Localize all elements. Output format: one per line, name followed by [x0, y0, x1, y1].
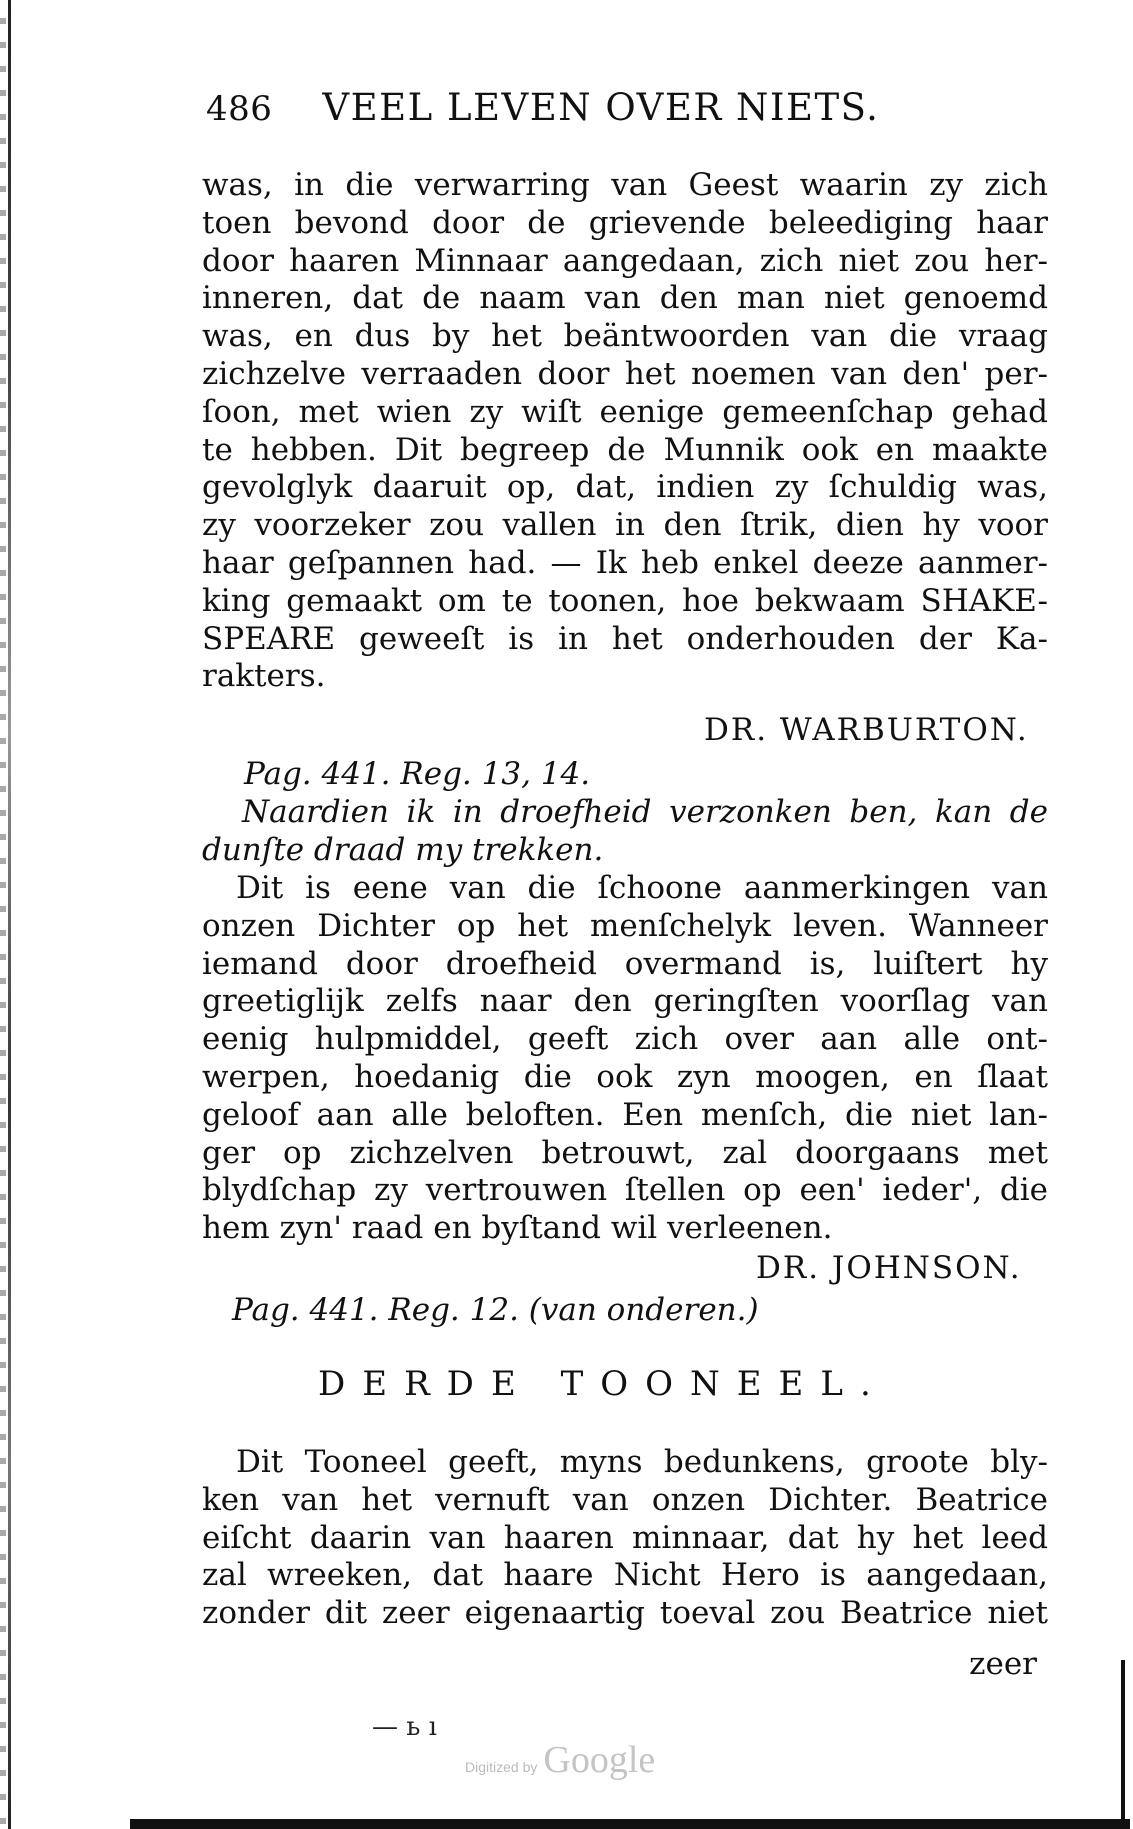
text-line: zal wreeken, dat haare Nicht Hero is aangedaan, [202, 1557, 1048, 1594]
running-title: VEEL LEVEN OVER NIETS. [322, 86, 880, 129]
text-line: inneren, dat de naam van den man niet genoemd [202, 280, 1048, 317]
quote-line: Naardien ik in droefheid verzonken ben, kan de [242, 794, 1048, 830]
section-heading: DERDE TOONEEL. [318, 1364, 888, 1404]
text-line: Dit Tooneel geeft, myns bedunkens, groote bly- [236, 1444, 1048, 1480]
text-line: zonder dit zeer eigenaartig toeval zou Beatrice niet [202, 1595, 1048, 1632]
text-line: te hebben. Dit begreep de Munnik ook en maakte [202, 431, 1048, 468]
text-line: rakters. [202, 658, 326, 695]
text-line: was, en dus by het beäntwoorden van die vraag [202, 318, 1048, 355]
text-line: werpen, hoedanig die ook zyn moogen, en ſlaat [202, 1058, 1048, 1095]
text-line: was, in die verwarring van Geest waarin zy zich [202, 167, 1048, 203]
signature-johnson: DR. JOHNSON. [756, 1250, 1022, 1286]
paragraph-2 [202, 870, 1048, 1248]
text-line: blydſchap zy vertrouwen ſtellen op een' ieder', die [202, 1172, 1048, 1209]
catchword: zeer [969, 1646, 1037, 1682]
scan-edge-bottom [130, 1819, 1130, 1829]
quote-line: dunſte draad my trekken. [202, 831, 604, 868]
ink-smudge: — ь ı [372, 1712, 437, 1742]
reference-1 [244, 756, 1048, 794]
text-line: toen bevond door de grievende beleediging haar [202, 204, 1048, 241]
text-line: iemand door droefheid overmand is, luiſtert hy [202, 945, 1048, 982]
text-line: king gemaakt om te toonen, hoe bekwaam SHAKE- [202, 582, 1048, 619]
text-line: ſoon, met wien zy wiſt eenige gemeenſchap gehad [202, 393, 1048, 430]
paragraph-3 [202, 1444, 1048, 1633]
scan-edge-shadow [0, 0, 6, 1829]
page-reference: Pag. 441. Reg. 12. (van onderen.) [232, 1292, 759, 1328]
quote-1 [202, 794, 1048, 870]
page-number: 486 [206, 89, 273, 129]
scan-edge-right [1121, 1660, 1125, 1829]
text-line: zy voorzeker zou vallen in den ſtrik, dien hy voor [202, 507, 1048, 544]
page-header [206, 86, 896, 129]
paragraph-1 [202, 167, 1048, 696]
google-logo: Google [543, 1739, 656, 1781]
signature-warburton: DR. WARBURTON. [704, 712, 1029, 748]
text-line: geloof aan alle beloften. Een menſch, die niet lan- [202, 1096, 1048, 1133]
text-line: ken van het vernuft van onzen Dichter. Beatrice [202, 1481, 1048, 1518]
text-line: gevolglyk daaruit op, dat, indien zy ſchuldig was, [202, 469, 1048, 506]
text-line: eenig hulpmiddel, geeft zich over aan alle ont- [202, 1021, 1048, 1058]
page-reference: Pag. 441. Reg. 13, 14. [244, 756, 591, 792]
text-line: eiſcht daarin van haaren minnaar, dat hy het leed [202, 1519, 1048, 1556]
text-line: SPEARE geweeſt is in het onderhouden der Ka- [202, 620, 1048, 657]
watermark-caption: Digitized by [465, 1759, 538, 1775]
text-line: onzen Dichter op het menſchelyk leven. Wanneer [202, 907, 1048, 944]
text-line: ger op zichzelven betrouwt, zal doorgaans met [202, 1134, 1048, 1171]
text-line: door haaren Minnaar aangedaan, zich niet zou her- [202, 242, 1048, 279]
text-line: hem zyn' raad en byſtand wil verleenen. [202, 1210, 833, 1247]
text-line: haar geſpannen had. — Ik heb enkel deeze aanmer- [202, 544, 1048, 581]
text-line: Dit is eene van die ſchoone aanmerkingen van [236, 870, 1048, 906]
digitized-watermark [465, 1738, 655, 1782]
scan-edge-left [8, 0, 11, 1829]
text-line: zichzelve verraaden door het noemen van den' per- [202, 355, 1048, 392]
reference-2 [232, 1292, 1048, 1330]
text-line: greetiglijk zelfs naar den geringſten voorſlag van [202, 983, 1048, 1020]
